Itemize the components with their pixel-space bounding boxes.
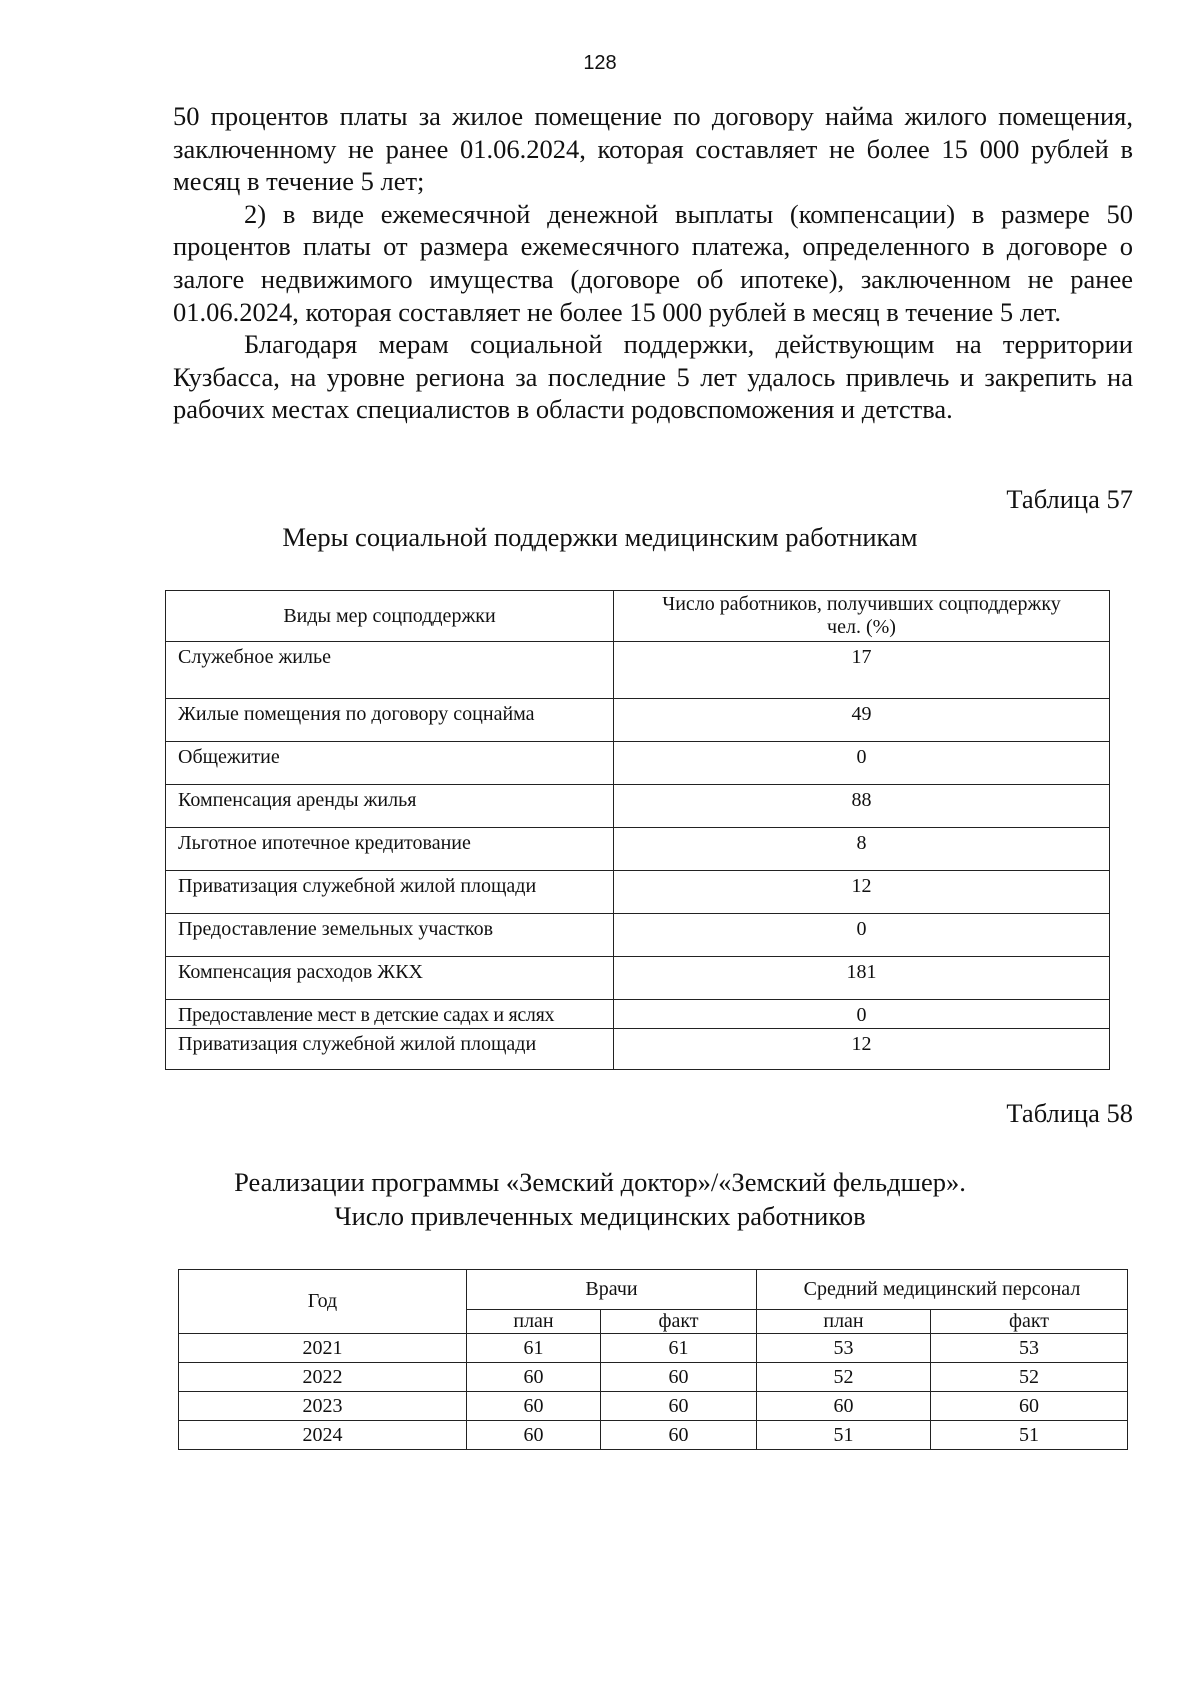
table-57-label: Таблица 57 xyxy=(1006,484,1133,514)
table-58-title-line: Реализации программы «Земский доктор»/«Земский фельдшер». xyxy=(234,1167,966,1197)
doctors-fact-cell: 60 xyxy=(601,1363,757,1392)
table-row xyxy=(166,785,1110,828)
table-row xyxy=(166,957,1110,1000)
nurses-fact-cell: 52 xyxy=(931,1363,1128,1392)
measure-name: Предоставление земельных участков xyxy=(166,914,614,957)
table-row xyxy=(166,1000,1110,1029)
measure-value: 0 xyxy=(614,914,1110,957)
doctors-fact-cell: 61 xyxy=(601,1334,757,1363)
table-row xyxy=(179,1334,1128,1363)
nurses-fact-cell: 53 xyxy=(931,1334,1128,1363)
measure-value: 17 xyxy=(614,642,1110,699)
column-header-line: чел. (%) xyxy=(827,616,896,638)
table-row xyxy=(166,914,1110,957)
table-row xyxy=(179,1421,1128,1450)
measure-name: Общежитие xyxy=(166,742,614,785)
table-row xyxy=(166,642,1110,699)
table-row xyxy=(166,699,1110,742)
table-header-row xyxy=(179,1270,1128,1310)
nurses-fact-cell: 51 xyxy=(931,1421,1128,1450)
subheader-plan: план xyxy=(467,1310,601,1334)
paragraph: 50 процентов платы за жилое помещение по договору найма жилого помещения, заключенному не ранее 01.06.2024, которая составляет не более 15 000 рублей в месяц в течение 5 лет; xyxy=(173,101,1133,197)
measure-name: Предоставление мест в детские садах и яслях xyxy=(166,1000,614,1029)
column-header xyxy=(614,591,1110,642)
measure-name: Приватизация служебной жилой площади xyxy=(166,1029,614,1070)
table-58-title xyxy=(0,1165,1200,1233)
table-row xyxy=(166,828,1110,871)
measure-value: 49 xyxy=(614,699,1110,742)
measure-name: Компенсация аренды жилья xyxy=(166,785,614,828)
paragraph: 2) в виде ежемесячной денежной выплаты (компенсации) в размере 50 процентов платы от размера ежемесячного платежа, определенного в договоре о залоге недвижимого имущества (договоре об ипотеке), заключенном не ранее 01.06.2024, которая составляет не более 15 000 рублей в месяц в течение 5 лет. xyxy=(173,198,1133,327)
nurses-fact-cell: 60 xyxy=(931,1392,1128,1421)
nurses-plan-cell: 51 xyxy=(757,1421,931,1450)
measure-value: 8 xyxy=(614,828,1110,871)
column-header-doctors: Врачи xyxy=(467,1270,757,1310)
doctors-plan-cell: 60 xyxy=(467,1392,601,1421)
table-row xyxy=(179,1363,1128,1392)
measure-name: Приватизация служебной жилой площади xyxy=(166,871,614,914)
doctors-plan-cell: 61 xyxy=(467,1334,601,1363)
column-header-year: Год xyxy=(179,1270,467,1334)
column-header-nurses: Средний медицинский персонал xyxy=(757,1270,1128,1310)
measure-value: 88 xyxy=(614,785,1110,828)
page-number: 128 xyxy=(583,52,617,74)
measure-value: 12 xyxy=(614,1029,1110,1070)
year-cell: 2022 xyxy=(179,1363,467,1392)
subheader-fact: факт xyxy=(601,1310,757,1334)
nurses-plan-cell: 52 xyxy=(757,1363,931,1392)
body-text xyxy=(173,100,1133,426)
year-cell: 2021 xyxy=(179,1334,467,1363)
table-58-label: Таблица 58 xyxy=(1006,1098,1133,1128)
doctors-fact-cell: 60 xyxy=(601,1421,757,1450)
doctors-plan-cell: 60 xyxy=(467,1421,601,1450)
nurses-plan-cell: 60 xyxy=(757,1392,931,1421)
column-header: Виды мер соцподдержки xyxy=(166,591,614,642)
subheader-fact: факт xyxy=(931,1310,1128,1334)
table-header-row xyxy=(166,591,1110,642)
table-58-title-line: Число привлеченных медицинских работников xyxy=(334,1201,866,1231)
doctors-plan-cell: 60 xyxy=(467,1363,601,1392)
measure-value: 0 xyxy=(614,1000,1110,1029)
column-header-line: Число работников, получивших соцподдержку xyxy=(662,593,1061,615)
measure-value: 0 xyxy=(614,742,1110,785)
table-57 xyxy=(165,590,1110,1070)
measure-name: Жилые помещения по договору соцнайма xyxy=(166,699,614,742)
table-row xyxy=(166,1029,1110,1070)
table-58 xyxy=(178,1269,1128,1450)
table-row xyxy=(166,742,1110,785)
table-row xyxy=(166,871,1110,914)
table-row xyxy=(179,1392,1128,1421)
table-57-title: Меры социальной поддержки медицинским работникам xyxy=(282,522,918,552)
year-cell: 2023 xyxy=(179,1392,467,1421)
measure-name: Компенсация расходов ЖКХ xyxy=(166,957,614,1000)
measure-name: Льготное ипотечное кредитование xyxy=(166,828,614,871)
measure-value: 181 xyxy=(614,957,1110,1000)
doctors-fact-cell: 60 xyxy=(601,1392,757,1421)
measure-name: Служебное жилье xyxy=(166,642,614,699)
year-cell: 2024 xyxy=(179,1421,467,1450)
measure-value: 12 xyxy=(614,871,1110,914)
nurses-plan-cell: 53 xyxy=(757,1334,931,1363)
paragraph: Благодаря мерам социальной поддержки, действующим на территории Кузбасса, на уровне региона за последние 5 лет удалось привлечь и закрепить на рабочих местах специалистов в области родовспоможения и детства. xyxy=(173,329,1133,425)
subheader-plan: план xyxy=(757,1310,931,1334)
